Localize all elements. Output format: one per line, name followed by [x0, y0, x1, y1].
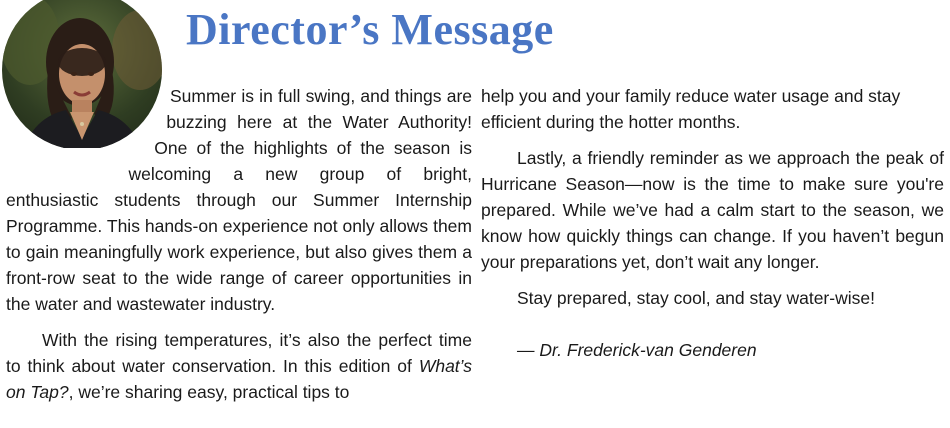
photo-wrap-spacer: [6, 83, 174, 163]
publication-title: What’s on Tap?: [6, 356, 472, 402]
hurricane-paragraph: Lastly, a friendly reminder as we approach the peak of Hurricane Season—now is the time to make sure you're prepared. While we’ve had a calm start to the season, we know how quickly things can change. If you haven’t begun your preparations yet, don’t wait any longer.: [481, 148, 944, 272]
conservation-text-1: With the rising temperatures, it’s also the perfect time to think about water conservation. In this edition of: [6, 330, 472, 376]
conservation-paragraph: [6, 327, 472, 405]
conservation-text-2: , we’re sharing easy, practical tips to: [68, 382, 350, 402]
signature: — Dr. Frederick-van Genderen: [517, 340, 757, 360]
right-column: [481, 83, 944, 363]
closing-line: Stay prepared, stay cool, and stay water-wise!: [517, 288, 875, 308]
left-column: [6, 83, 472, 405]
intro-paragraph: Summer is in full swing, and things are buzzing here at the Water Authority! One of the highlights of the season is welcoming a new group of bright, enthusiastic students through our Summer Internship Programme. This hands-on experience not only allows them to gain meaningfully work experience, but also gives them a front-row seat to the wide range of career opportunities in the water and wastewater industry.: [6, 86, 472, 314]
page-title: Director’s Message: [186, 5, 554, 54]
conservation-continued: help you and your family reduce water usage and stay efficient during the hotter months.: [481, 86, 901, 132]
